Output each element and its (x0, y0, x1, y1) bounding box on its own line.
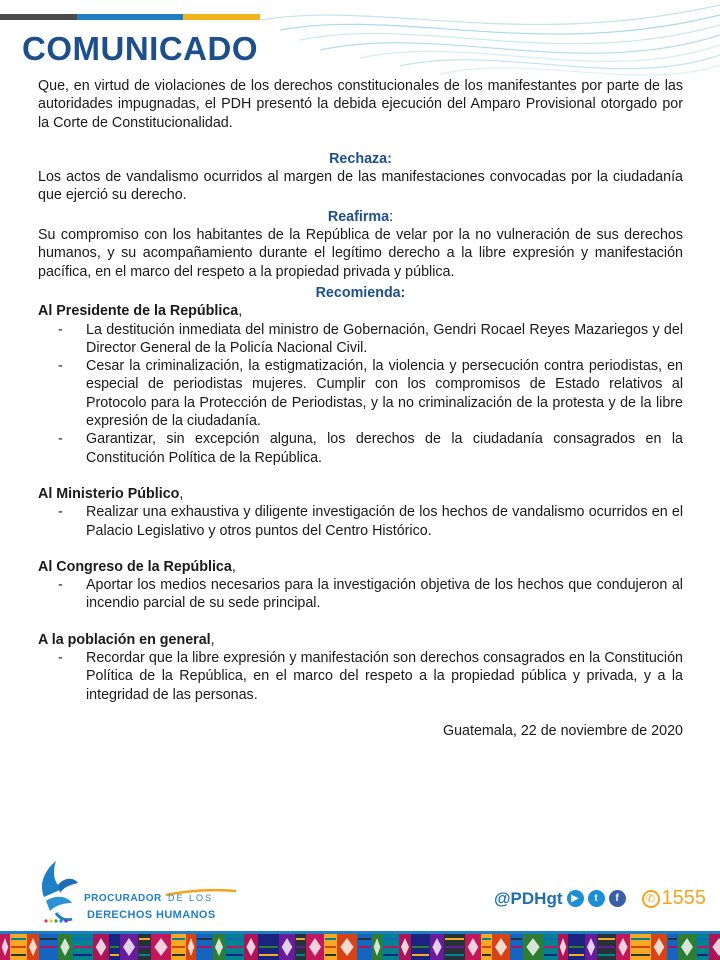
recipient-ministerio: Al Ministerio Público (38, 485, 180, 502)
list-item: - Realizar una exhaustiva y diligente investigación de los hechos de vandalismo ocurridos en el Palacio Legislativo y otros puntos del Centro Histórico. (86, 503, 683, 540)
recommendation-list (38, 503, 683, 540)
signature-date: Guatemala, 22 de noviembre de 2020 (442, 722, 683, 739)
top-color-bars (0, 14, 260, 20)
rechaza-text: Los actos de vandalismo ocurridos al margen de las manifestaciones convocadas por la ciudadanía que ejerció su derecho. (38, 169, 683, 204)
social-bar (494, 887, 706, 910)
facebook-icon[interactable]: f (609, 890, 626, 907)
list-item: - Recordar que la libre expresión y manifestación son derechos consagrados en la Constitución Política de la República, en el marco del respeto a la propiedad pública y privada, y a la integridad de las personas. (86, 649, 683, 704)
recommendation-list (38, 321, 683, 467)
page-title: COMUNICADO (22, 30, 258, 67)
list-item: - Cesar la criminalización, la estigmatización, la violencia y persecución contra periodistas, en especial de periodistas mujeres. Cumplir con los compromisos de Estado relativos al Protocolo para la Protección de Periodistas, y la no criminalización de la protesta y de la libre expresión de la ciudadanía. (86, 357, 683, 430)
section-congreso: Al Congreso de la República, - Aportar los medios necesarios para la investigación objetiva de los hechos que condujeron al incendio parcial de su sede principal. (38, 558, 683, 613)
section-ministerio: Al Ministerio Público, - Realizar una exhaustiva y diligente investigación de los hechos de vandalismo ocurridos en el Palacio Legislativo y otros puntos del Centro Histórico. (38, 485, 683, 540)
phone-icon: ✆ (642, 890, 660, 908)
recommendation-list (38, 649, 683, 704)
intro-paragraph: Que, en virtud de violaciones de los derechos constitucionales de los manifestantes por parte de las autoridades impugnadas, el PDH presentó la debida ejecución del Amparo Provisional otorgado por la Corte de Constitucionalidad. (38, 78, 683, 131)
recommendation-list (38, 576, 683, 613)
reafirma-heading (38, 208, 683, 226)
reafirma-colon: : (389, 208, 394, 225)
play-icon[interactable]: ▶ (567, 890, 584, 907)
recomienda-heading: Recomienda: (315, 284, 406, 301)
recipient-presidente: Al Presidente de la República (38, 303, 239, 320)
list-item: - La destitución inmediata del ministro de Gobernación, Gendri Rocael Reyes Mazariegos y del Director General de la Policía Nacional Civil. (86, 321, 683, 358)
recipient-congreso: Al Congreso de la República (38, 558, 232, 575)
reafirma-label: Reafirma (327, 208, 390, 225)
section-presidente: Al Presidente de la República, - La destitución inmediata del ministro de Gobernación, Gendri Rocael Reyes Mazariegos y del Director General de la Policía Nacional Civil. - Cesar la criminalización, la estigmatización, la violencia y persecución contra periodistas, en especial de periodistas mujeres. Cumplir con los compromisos de Estado relativos al Protocolo para la Protección de Periodistas, y la no criminalización de la protesta y de la libre expresión de la ciudadanía. - Garantizar, sin excepción alguna, los derechos de la ciudadanía consagrados en la Constitución Política de la República. (38, 302, 683, 467)
social-handle[interactable]: @PDHgt (493, 888, 563, 908)
section-poblacion: A la población en general, - Recordar que la libre expresión y manifestación son derechos consagrados en la Constitución Política de la República, en el marco del respeto a la propiedad pública y privada, y a la integridad de las personas. (38, 631, 683, 704)
phone-contact (642, 887, 707, 910)
communique-body (38, 77, 683, 740)
recipient-poblacion: A la población en general (38, 631, 211, 648)
textile-pattern-strip (0, 934, 720, 960)
twitter-icon[interactable]: t (588, 890, 605, 907)
logo-de-los: DE LOS (168, 893, 214, 903)
list-item: - Garantizar, sin excepción alguna, los derechos de la ciudadanía consagrados en la Constitución Política de la República. (86, 430, 683, 467)
phone-number[interactable]: 1555 (661, 887, 706, 909)
logo-line-2: DERECHOS HUMANOS (87, 909, 216, 921)
list-item: - Aportar los medios necesarios para la investigación objetiva de los hechos que condujeron al incendio parcial de su sede principal. (86, 576, 683, 613)
reafirma-text: Su compromiso con los habitantes de la República de velar por la no vulneración de sus derechos humanos, y su acompañamiento durante el legítimo derecho a la libre expresión y manifestación pacífica, en el marco del respeto a la propiedad privada y pública. (38, 227, 683, 280)
rechaza-heading: Rechaza: (329, 150, 392, 167)
logo-line-1: PROCURADOR (84, 893, 162, 904)
